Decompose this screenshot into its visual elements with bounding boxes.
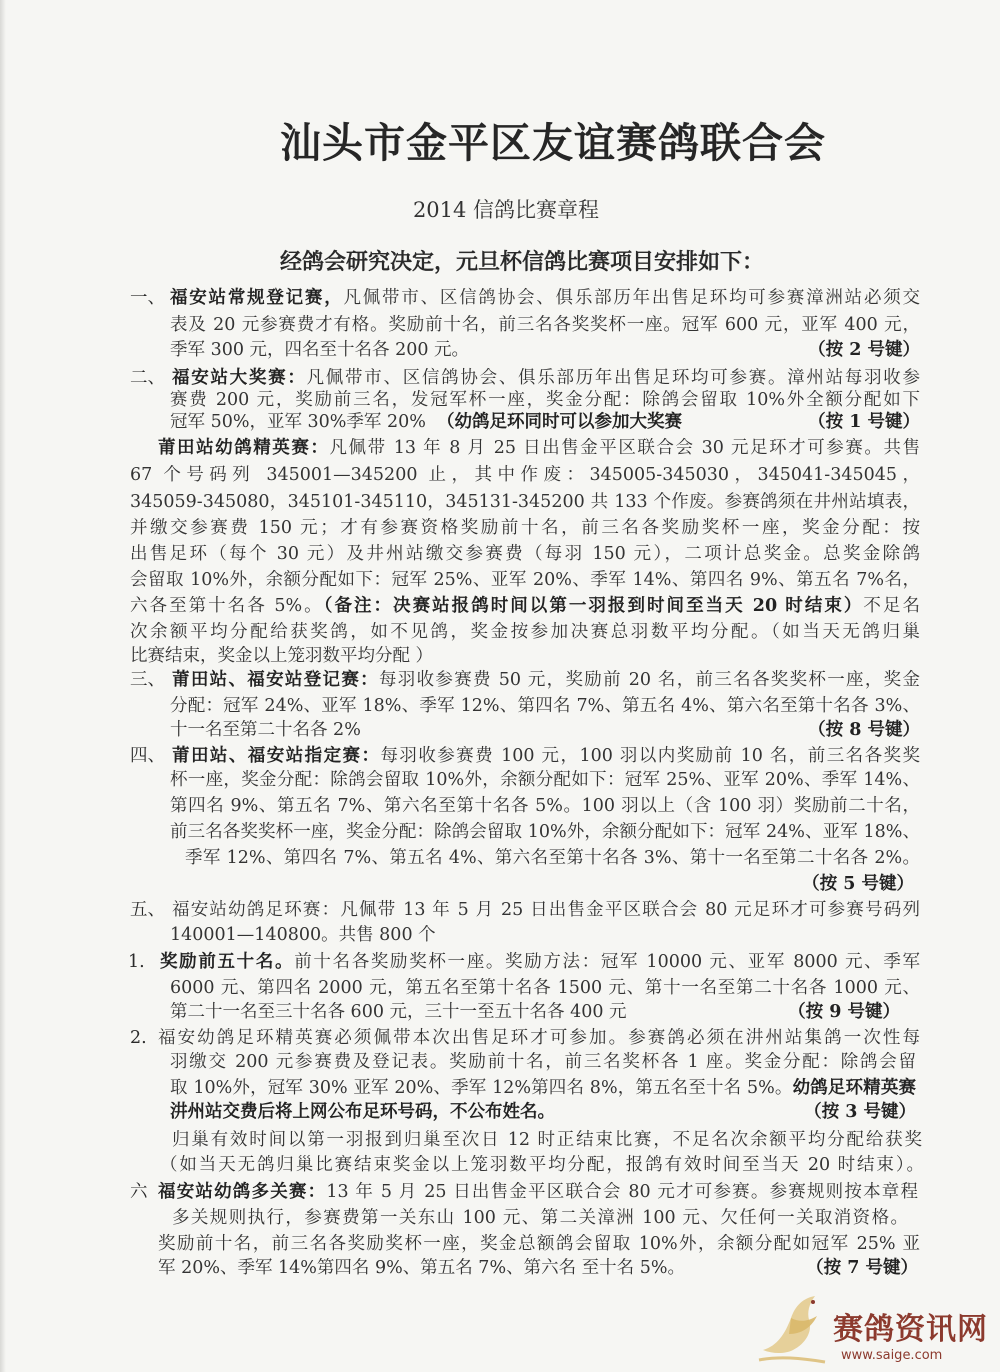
line-heading: 汫州站交费后将上网公布足环号码，不公布姓名。 [170,1102,555,1122]
line-heading: 福安站幼鸽多关赛： [158,1182,327,1202]
body-line [170,286,920,310]
body-line [170,976,920,1000]
line-text: 前十名各奖励奖杯一座。奖励方法：冠军 10000 元、亚军 8000 元、季军 [294,952,920,972]
body-line [172,1206,908,1230]
body-line [130,542,920,566]
line-heading: 福安站大奖赛： [172,368,307,388]
body-line [172,898,920,922]
body-line [170,694,920,718]
body-line [130,620,920,644]
section-marker: 四、 [130,746,165,766]
line-text-tail: 不足名 [863,596,920,616]
line-text: 第二十一名至三十名各 600 元，三十一至五十名各 400 元 [170,1002,627,1022]
line-text: （如当天无鸽归巢比赛结束奖金以上笼羽数平均分配，报鸽有效时间至当天 20 时结束）。 [160,1155,924,1175]
section-marker: 五、 [130,900,165,920]
body-line [170,1050,916,1074]
line-text: 杯一座，奖金分配：除鸽会留取 10%外，余额分配如下：冠军 25%、亚军 20%、季军 14%、 [170,770,920,790]
body-line [172,1128,922,1152]
body-line [170,388,920,412]
body-line [170,313,920,337]
body-line [158,1256,740,1280]
body-line [130,490,920,514]
line-emphasis: 幼鸽足环精英赛 [792,1078,916,1098]
line-heading: 福安站幼鸽足环赛： [172,900,341,920]
body-line [158,1232,920,1256]
line-heading: 奖励前五十名。 [160,952,295,972]
key-hint: （按 9 号键） [788,1002,900,1022]
line-heading: 莆田站、福安站指定赛： [172,746,381,766]
line-text: 每羽收参赛费 50 元，奖励前 20 名，前三名各奖奖杯一座，奖金 [378,670,920,690]
line-text: 赛费 200 元，奖励前三名，发冠军杯一座，奖金分配：除鸽会留取 10%外全额分配如下 [170,390,920,410]
body-line [172,668,920,692]
section-marker: 一、 [130,288,165,308]
document-subtitle: 2014 信鸽比赛章程 [412,198,600,222]
body-line [130,644,920,668]
body-line [172,744,920,768]
line-text: 福安幼鸽足环精英赛必须佩带本次出售足环才可参加。参赛鸽必须在汫州站集鸽一次性每 [158,1028,920,1048]
key-hint: （按 8 号键） [808,720,920,740]
line-text: 67 个号码列 345001—345200 止，其中作废：345005-345030，345041-345045， [130,465,920,485]
line-text: 取 10%外，冠军 30% 亚军 20%、季军 12%第四名 8%，第五名至十名 5%。 [170,1078,793,1098]
key-hint: （按 3 号键） [804,1102,916,1122]
line-text: 次余额平均分配给获奖鸽，如不见鸽，奖金按参加决赛总羽数平均分配。（如当天无鸽归巢 [130,622,920,642]
item-marker: 1. [128,952,145,972]
pigeon-logo-icon [755,1288,833,1368]
line-text: 每羽收参赛费 100 元，100 羽以内奖励前 10 名，前三名各奖奖 [380,746,920,766]
document-intro: 经鸽会研究决定，元旦杯信鸽比赛项目安排如下： [280,249,765,275]
line-text: 6000 元、第四名 2000 元，第五名至第十名各 1500 元、第十一名至第二十名各 1000 元、 [170,978,920,998]
body-line [130,463,920,487]
line-text: 季军 300 元，四名至十名各 200 元。 [170,340,470,360]
watermark-url: www.saige.com [841,1348,943,1363]
line-text: 凡佩带市、区信鸽协会、俱乐部历年出售足环均可参赛。漳州站每羽收参 [306,368,920,388]
line-text: 凡佩带 13 年 5 月 25 日出售金平区联合会 80 元足环才可参赛号码列 [340,900,920,920]
line-heading: 莆田站、福安站登记赛： [172,670,379,690]
line-text: 凡佩带 13 年 8 月 25 日出售金平区联合会 30 元足环才可参赛。共售 [329,438,920,458]
body-line [170,1076,916,1100]
line-heading: 福安站常规登记赛， [170,288,344,308]
body-line [170,1100,760,1124]
key-hint: （按 2 号键） [808,340,920,360]
key-hint: （按 5 号键） [802,874,914,894]
body-line [170,794,920,818]
line-text: 多关规则执行，参赛费第一关东山 100 元、第二关漳洲 100 元、欠任何一关取消资格。 [172,1208,908,1228]
body-line [170,768,920,792]
body-line [170,410,770,434]
line-text: 分配：冠军 24%、亚军 18%、季军 12%、第四名 7%、第五名 4%、第六名至第十名各 3%、 [170,696,920,716]
line-text: 六各至第十名各 5%。 [130,596,324,616]
body-line [130,516,920,540]
section-marker: 三、 [130,670,165,690]
line-text: 表及 20 元参赛费才有格。奖励前十名，前三名各奖奖杯一座。冠军 600 元，亚军 400 元， [170,315,920,335]
line-text: 凡佩带市、区信鸽协会、俱乐部历年出售足环均可参赛漳洲站必须交 [343,288,920,308]
line-text: 第四名 9%、第五名 7%、第六名至第十名各 5%。100 羽以上（含 100 羽）奖励前二十名， [170,796,920,816]
body-line [158,1026,920,1050]
watermark-site-name: 赛鸽资讯网 [833,1312,988,1347]
line-text: 十一名至第二十名各 2% [170,720,361,740]
body-line [160,950,920,974]
line-emphasis: （备注：决赛站报鸽时间以第一羽报到时间至当天 20 时结束） [323,596,864,616]
section-marker: 六 [130,1182,148,1202]
line-text: 前三名各奖奖杯一座，奖金分配：除鸽会留取 10%外，余额分配如下：冠军 24%、亚军 18%、 [170,822,920,842]
line-text: 345059-345080，345101-345110，345131-345200 共 133 个作废。参赛鸽须在井州站填表， [130,492,920,512]
key-hint: （按 7 号键） [806,1258,918,1278]
body-line [158,436,920,460]
line-text: 季军 12%、第四名 7%、第五名 4%、第六名至第十名各 3%、第十一名至第二十名各 2%。 [185,848,920,868]
line-text: 冠军 50%，亚军 30%季军 20% [170,412,426,432]
body-line [130,568,920,592]
body-line [170,923,920,947]
line-text: 归巢有效时间以第一羽报到归巢至次日 12 时正结束比赛，不足名次余额平均分配给获奖 [172,1130,922,1150]
line-text: 出售足环（每个 30 元）及井州站缴交参赛费（每羽 150 元），二项计总奖金。总奖金除鸽 [130,544,920,564]
body-line [130,594,920,618]
key-hint: （按 1 号键） [808,412,920,432]
watermark [755,1288,995,1370]
line-text: 军 20%、季军 14%第四名 9%、第五名 7%、第六名 至十名 5%。 [158,1258,685,1278]
body-line [170,820,920,844]
body-line [185,846,920,870]
body-line [172,366,920,390]
line-text: 羽缴交 200 元参赛费及登记表。奖励前十名，前三名奖杯各 1 座。奖金分配：除鸽会留 [170,1052,916,1072]
line-emphasis: （幼鸽足环同时可以参加大奖赛 [437,412,683,432]
item-marker: 2. [130,1028,147,1048]
line-text: 会留取 10%外，余额分配如下：冠军 25%、亚军 20%、季军 14%、第四名 9%、第五名 7%名， [130,570,920,590]
document-title: 汕头市金平区友谊赛鸽联合会 [280,119,826,167]
line-text: 13 年 5 月 25 日出售金平区联合会 80 元才可参赛。参赛规则按本章程 [326,1182,918,1202]
line-text: 140001—140800。共售 800 个 [170,925,436,945]
line-text: 并缴交参赛费 150 元；才有参赛资格奖励前十名，前三名各奖励奖杯一座，奖金分配：按 [130,518,920,538]
section-marker: 二、 [130,368,165,388]
body-line [160,1153,924,1177]
body-line [158,1180,918,1204]
line-heading: 莆田站幼鸽精英赛： [158,438,330,458]
line-text: 比赛结束，奖金以上笼羽数平均分配 ） [130,646,434,666]
line-text: 奖励前十名，前三名各奖励奖杯一座，奖金总额鸽会留取 10%外，余额分配如冠军 25% 亚 [158,1234,920,1254]
